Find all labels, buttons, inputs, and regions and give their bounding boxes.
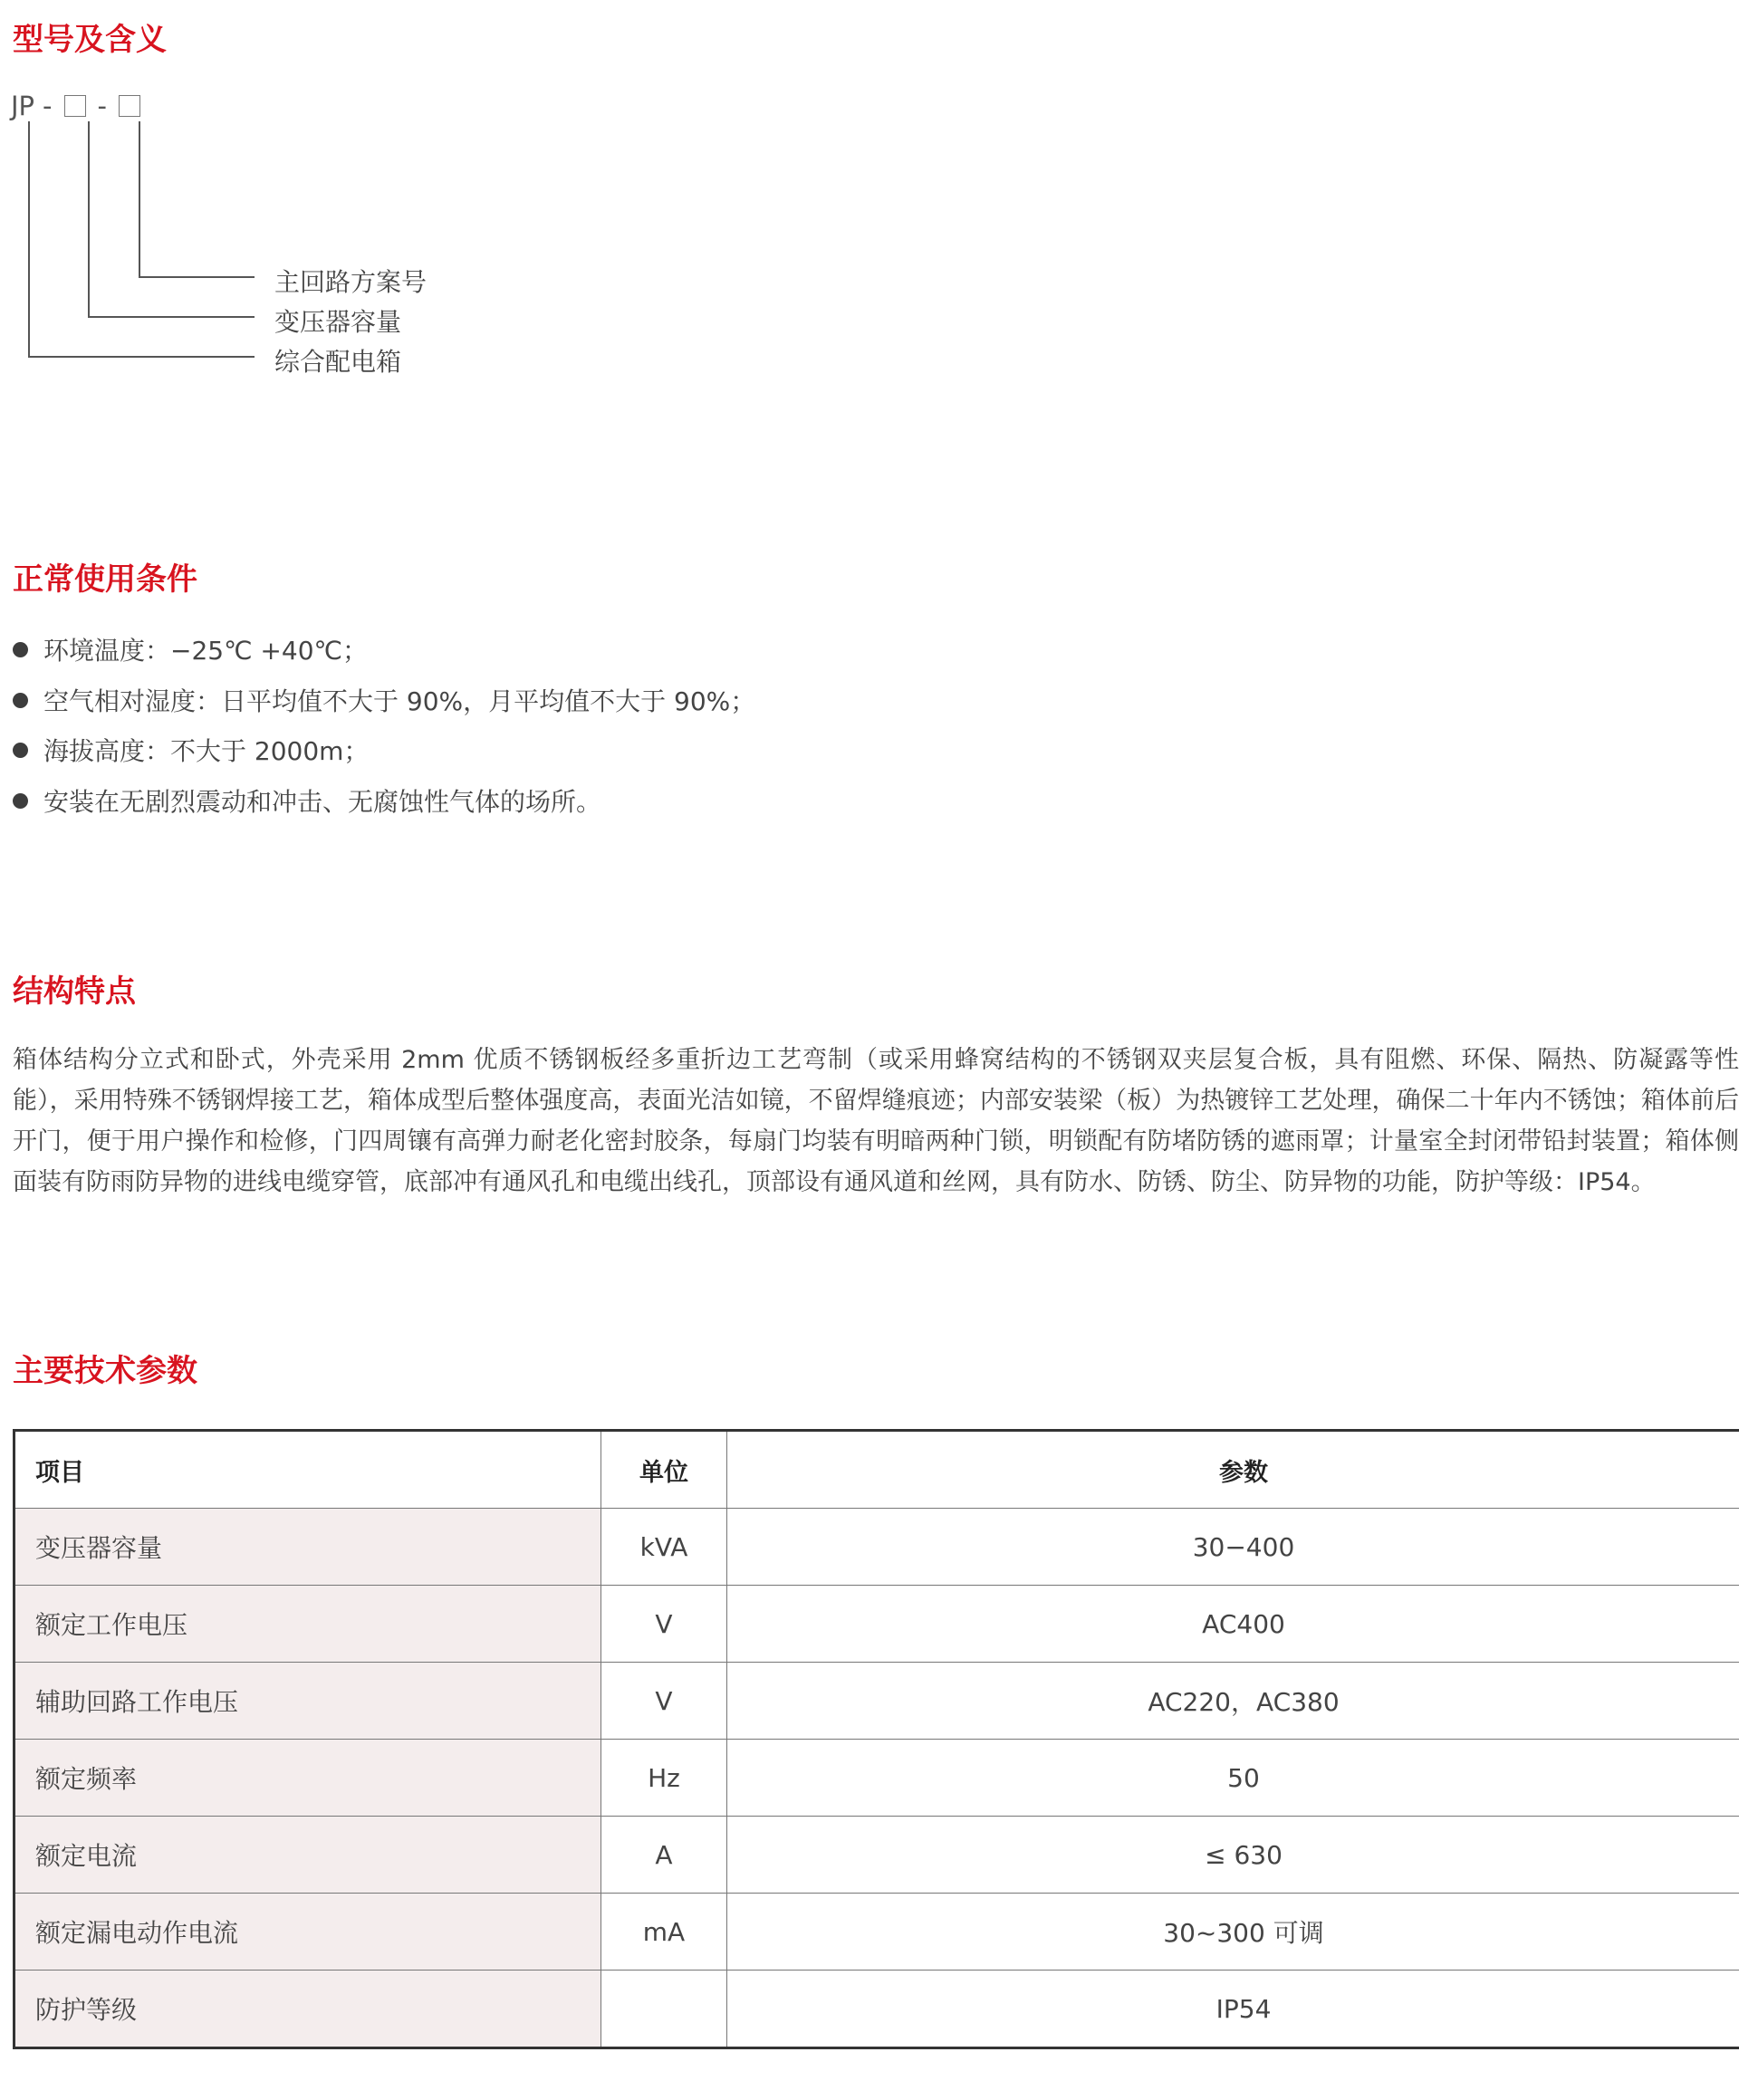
legend-transformer-capacity: 变压器容量 [274,307,402,337]
connector-line [28,121,30,357]
connector-line [139,276,255,278]
row-unit: V [601,1586,727,1663]
table-row [14,1740,1739,1817]
row-item: 防护等级 [14,1971,601,2048]
model-prefix: JP [11,91,35,121]
row-value: IP54 [727,1971,1739,2048]
placeholder-box-icon [119,95,140,117]
row-value: 30~300 可调 [727,1894,1739,1971]
bullet-icon [13,642,28,657]
row-item: 变压器容量 [14,1509,601,1586]
table-row [14,1894,1739,1971]
section-title-params: 主要技术参数 [13,1353,197,1389]
condition-text: 环境温度：−25℃ +40℃； [43,636,368,666]
row-unit: kVA [601,1509,727,1586]
bullet-icon [13,743,28,758]
row-value: 50 [727,1740,1739,1817]
condition-text: 安装在无剧烈震动和冲击、无腐蚀性气体的场所。 [43,787,602,817]
table-header-row [14,1431,1739,1509]
row-unit: A [601,1817,727,1894]
row-item: 额定工作电压 [14,1586,601,1663]
column-header-unit: 单位 [601,1431,727,1509]
row-unit: V [601,1663,727,1740]
row-unit: mA [601,1894,727,1971]
section-title-structure: 结构特点 [13,973,136,1010]
connector-line [88,121,90,317]
list-item [13,732,369,768]
parameter-table [13,1429,1739,2049]
column-header-value: 参数 [727,1431,1739,1509]
row-unit [601,1971,727,2048]
row-item: 辅助回路工作电压 [14,1663,601,1740]
row-item: 额定频率 [14,1740,601,1817]
list-item [13,782,601,819]
row-unit: Hz [601,1740,727,1817]
row-item: 额定电流 [14,1817,601,1894]
list-item [13,682,755,718]
model-code [11,91,144,121]
row-item: 额定漏电动作电流 [14,1894,601,1971]
table-row [14,1509,1739,1586]
table-row [14,1586,1739,1663]
table-row [14,1971,1739,2048]
table-row [14,1663,1739,1740]
section-title-conditions: 正常使用条件 [13,561,197,598]
connector-line [28,356,255,358]
condition-text: 海拔高度：不大于 2000m； [43,736,370,766]
section-title-model: 型号及含义 [13,22,167,58]
table-row [14,1817,1739,1894]
row-value: AC220，AC380 [727,1663,1739,1740]
row-value: AC400 [727,1586,1739,1663]
legend-scheme-number: 主回路方案号 [274,267,428,297]
row-value: ≤ 630 [727,1817,1739,1894]
connector-line [88,316,255,318]
bullet-icon [13,793,28,809]
bullet-icon [13,693,28,708]
model-separator: - [97,91,107,121]
model-separator: - [43,91,53,121]
structure-paragraph: 箱体结构分立式和卧式，外壳采用 2mm 优质不锈钢板经多重折边工艺弯制（或采用蜂窝结构的不锈钢双夹层复合板，具有阻燃、环保、隔热、防凝露等性能），采用特殊不锈钢焊接工艺，箱体成型后整体强度高，表面光洁如镜，不留焊缝痕迹；内部安装梁（板）为热镀锌工艺处理，确保二十年内不锈蚀；箱体前后开门，便于用户操作和检修，门四周镶有高弹力耐老化密封胶条，每扇门均装有明暗两种门锁，明锁配有防堵防锈的遮雨罩；计量室全封闭带铅封装置；箱体侧面装有防雨防异物的进线电缆穿管，底部冲有通风孔和电缆出线孔，顶部设有通风道和丝网，具有防水、防锈、防尘、防异物的功能，防护等级：IP54。 [13,1046,1739,1196]
legend-distribution-box: 综合配电箱 [274,347,402,377]
column-header-item: 项目 [14,1431,601,1509]
placeholder-box-icon [64,95,86,117]
condition-text: 空气相对湿度：日平均值不大于 90%，月平均值不大于 90%； [43,686,756,716]
row-value: 30−400 [727,1509,1739,1586]
list-item [13,631,368,667]
connector-line [139,121,140,277]
